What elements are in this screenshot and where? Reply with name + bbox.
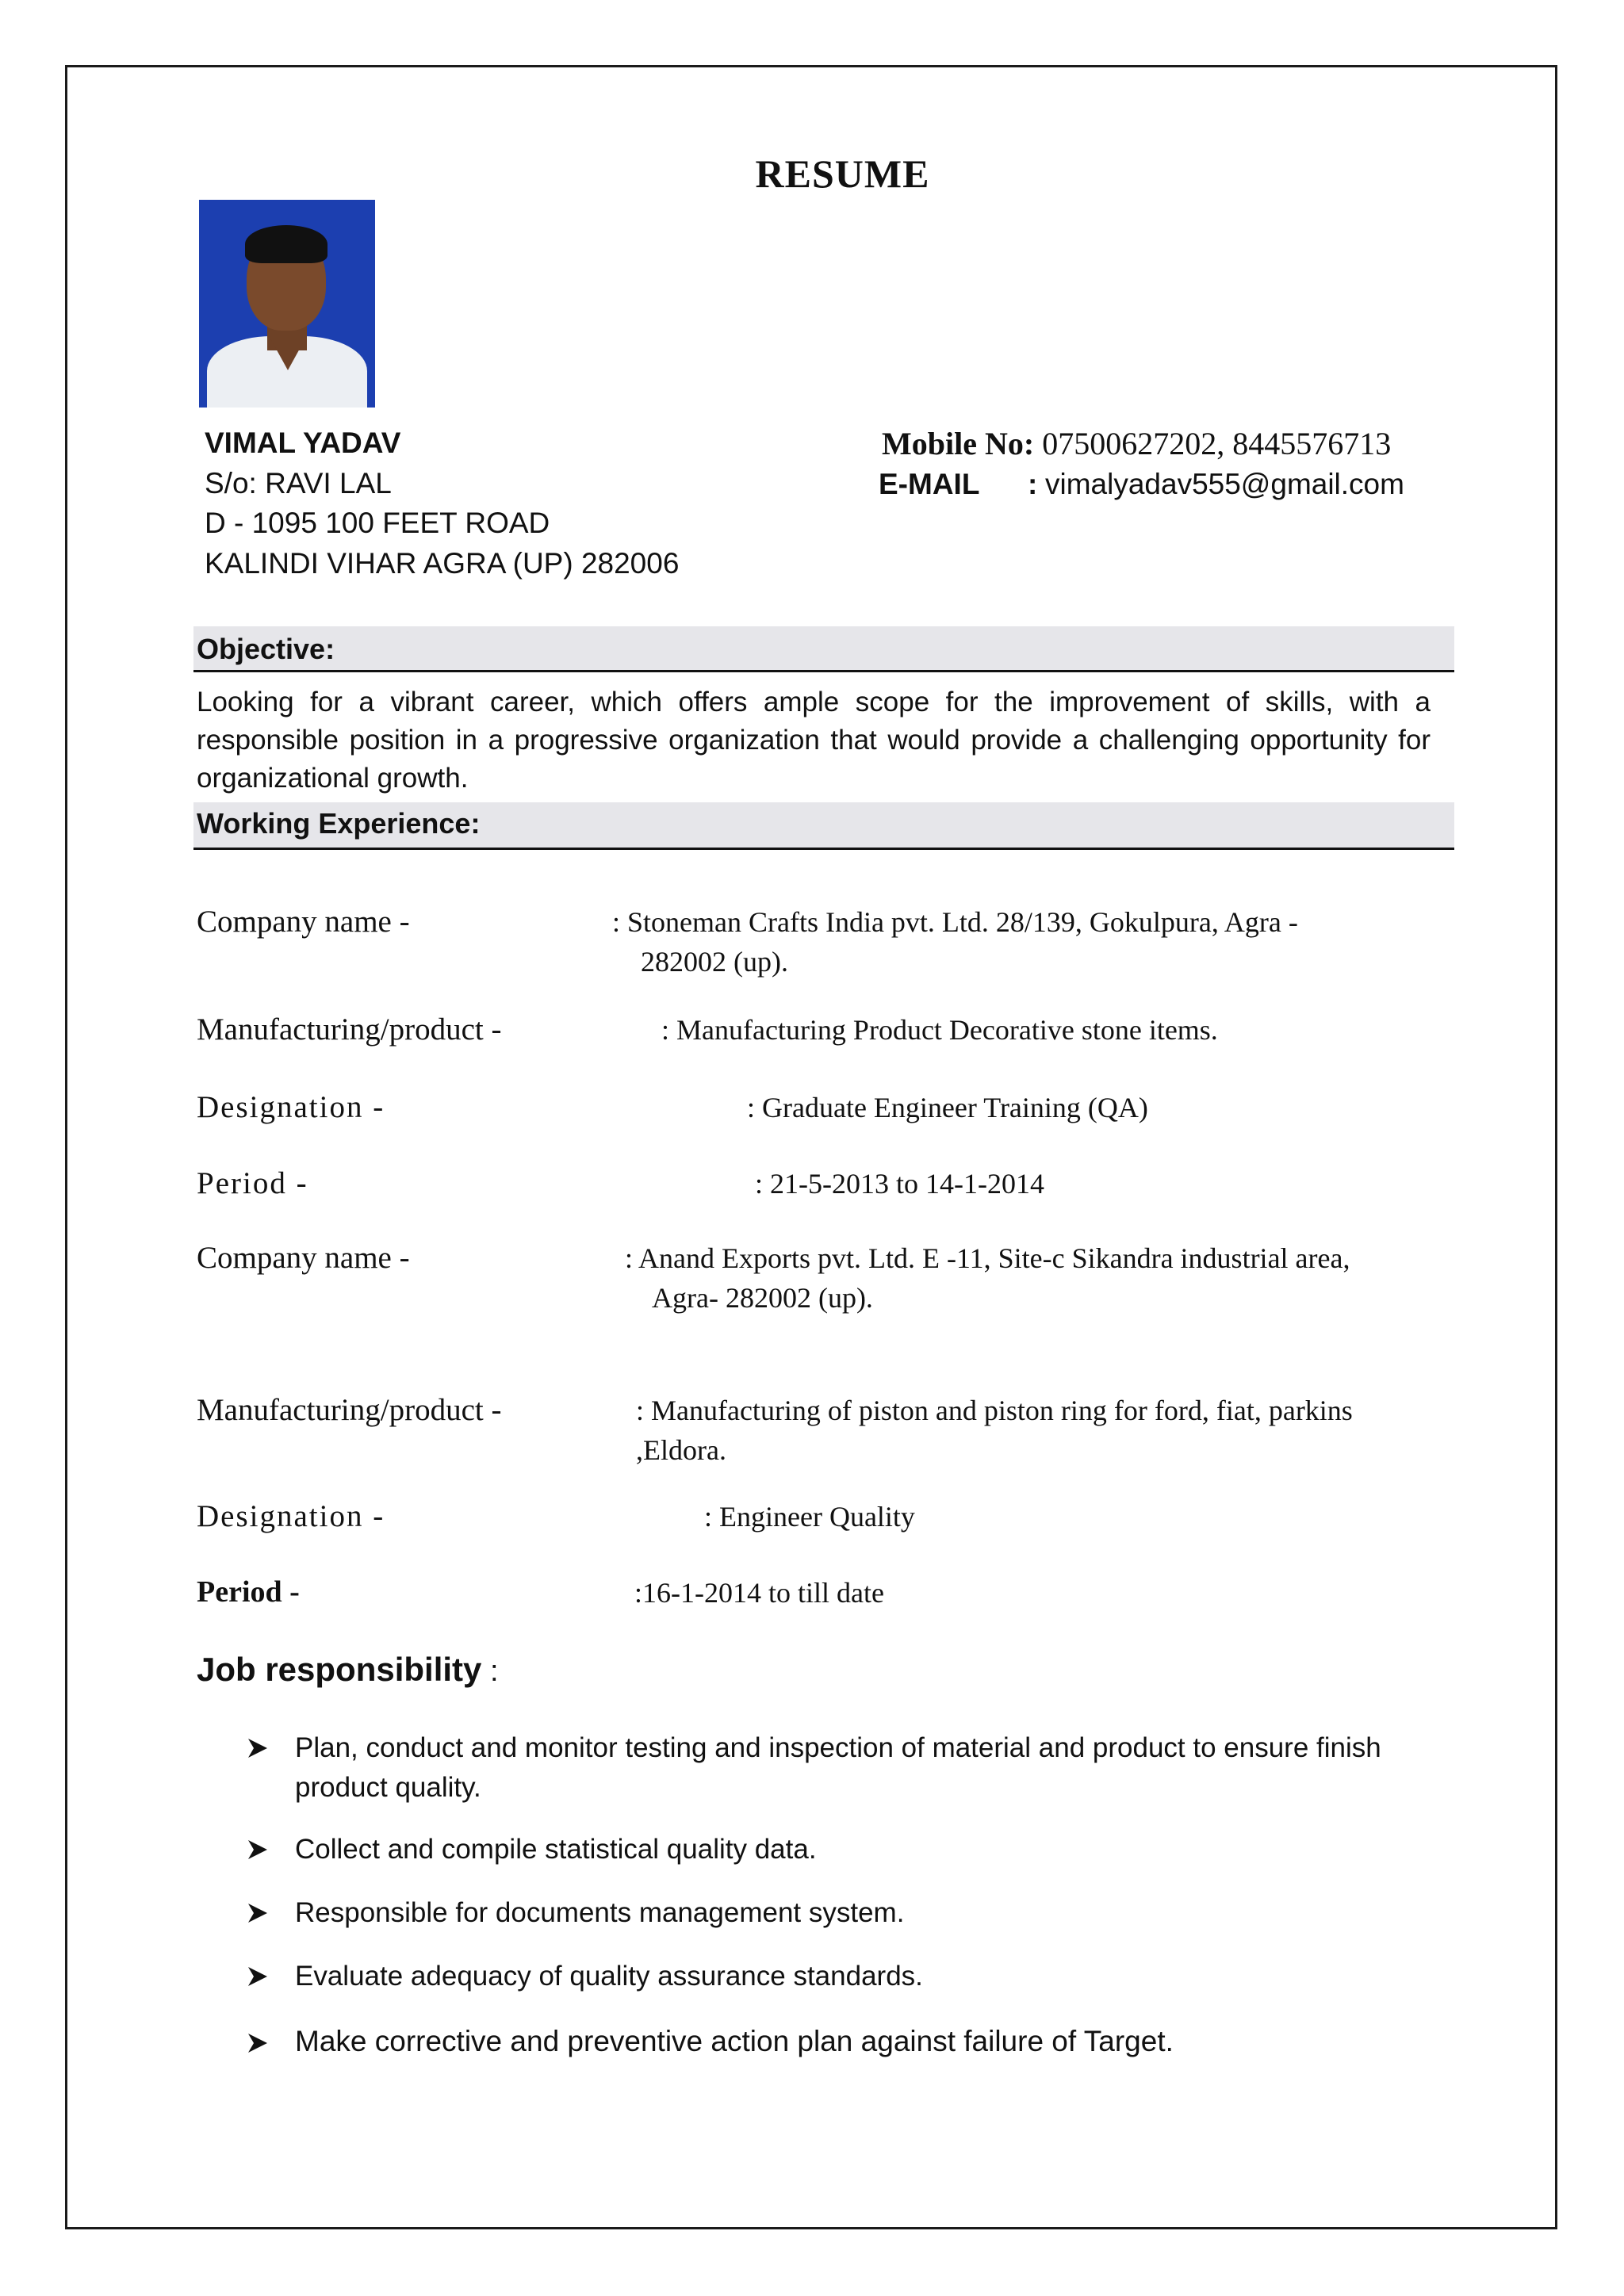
- job2-company-value: : Anand Exports pvt. Ltd. E -11, Site-c Sikandra industrial area,: [625, 1242, 1350, 1274]
- job1-company-value-cont: 282002 (up).: [641, 946, 788, 978]
- page-title: RESUME: [755, 151, 930, 196]
- address-line-2: KALINDI VIHAR AGRA (UP) 282006: [205, 547, 680, 580]
- arrowhead-bullet-icon: [246, 2031, 270, 2055]
- job1-company-value: : Stoneman Crafts India pvt. Ltd. 28/139, Gokulpura, Agra -: [612, 906, 1298, 938]
- arrowhead-bullet-icon: [246, 1965, 270, 1988]
- job2-period-value: :16-1-2014 to till date: [634, 1577, 884, 1609]
- arrowhead-bullet-icon: [246, 1736, 270, 1760]
- mobile-label: Mobile No:: [882, 426, 1035, 461]
- experience-heading-band: [193, 802, 1454, 850]
- job1-period-label: Period -: [197, 1166, 308, 1200]
- objective-heading-band: [193, 626, 1454, 672]
- responsibility-item: Evaluate adequacy of quality assurance standards.: [295, 1961, 923, 1992]
- job2-designation-value: : Engineer Quality: [704, 1501, 915, 1533]
- job2-manufacturing-label: Manufacturing/product -: [197, 1393, 502, 1427]
- job2-designation-label: Designation -: [197, 1499, 385, 1533]
- responsibility-heading: Job responsibility: [197, 1651, 482, 1688]
- responsibility-item: Collect and compile statistical quality data.: [295, 1834, 817, 1865]
- job2-manufacturing-value: : Manufacturing of piston and piston ring for ford, fiat, parkins: [636, 1395, 1353, 1426]
- profile-photo: [199, 200, 375, 408]
- mobile-value: 07500627202, 8445576713: [1042, 426, 1392, 461]
- job1-company-label: Company name -: [197, 905, 410, 939]
- applicant-name: VIMAL YADAV: [205, 427, 401, 459]
- arrowhead-bullet-icon: [246, 1901, 270, 1925]
- email-label: E-MAIL: [879, 468, 980, 500]
- job1-designation-label: Designation -: [197, 1090, 385, 1124]
- job1-period-value: : 21-5-2013 to 14-1-2014: [755, 1168, 1044, 1200]
- father-name: S/o: RAVI LAL: [205, 467, 392, 499]
- job1-manufacturing-label: Manufacturing/product -: [197, 1012, 502, 1047]
- job2-period-label: Period -: [197, 1575, 300, 1609]
- email-value: vimalyadav555@gmail.com: [1045, 468, 1404, 500]
- objective-heading: Objective:: [197, 633, 335, 665]
- job2-manufacturing-value-cont: ,Eldora.: [636, 1434, 726, 1466]
- responsibility-heading-line: [197, 1651, 499, 1689]
- job1-manufacturing-value: : Manufacturing Product Decorative stone items.: [661, 1014, 1218, 1046]
- experience-heading: Working Experience:: [197, 807, 481, 840]
- responsibility-heading-colon: :: [481, 1655, 499, 1688]
- objective-text: Looking for a vibrant career, which offers ample scope for the improvement of skills, with a responsible position in a progressive organization that would provide a challenging opportunity for organizational growth.: [197, 687, 1431, 794]
- responsibility-item: Make corrective and preventive action plan against failure of Target.: [295, 2025, 1174, 2057]
- arrowhead-bullet-icon: [246, 1838, 270, 1862]
- job2-company-label: Company name -: [197, 1241, 410, 1275]
- job1-designation-value: : Graduate Engineer Training (QA): [747, 1092, 1148, 1123]
- job2-company-value-cont: Agra- 282002 (up).: [652, 1282, 873, 1314]
- email-separator: :: [1028, 468, 1038, 500]
- responsibility-item: Plan, conduct and monitor testing and inspection of material and product to ensure finish product quality.: [295, 1732, 1381, 1803]
- address-line-1: D - 1095 100 FEET ROAD: [205, 507, 550, 539]
- mobile-line: [882, 425, 1391, 462]
- responsibility-item: Responsible for documents management system.: [295, 1897, 905, 1928]
